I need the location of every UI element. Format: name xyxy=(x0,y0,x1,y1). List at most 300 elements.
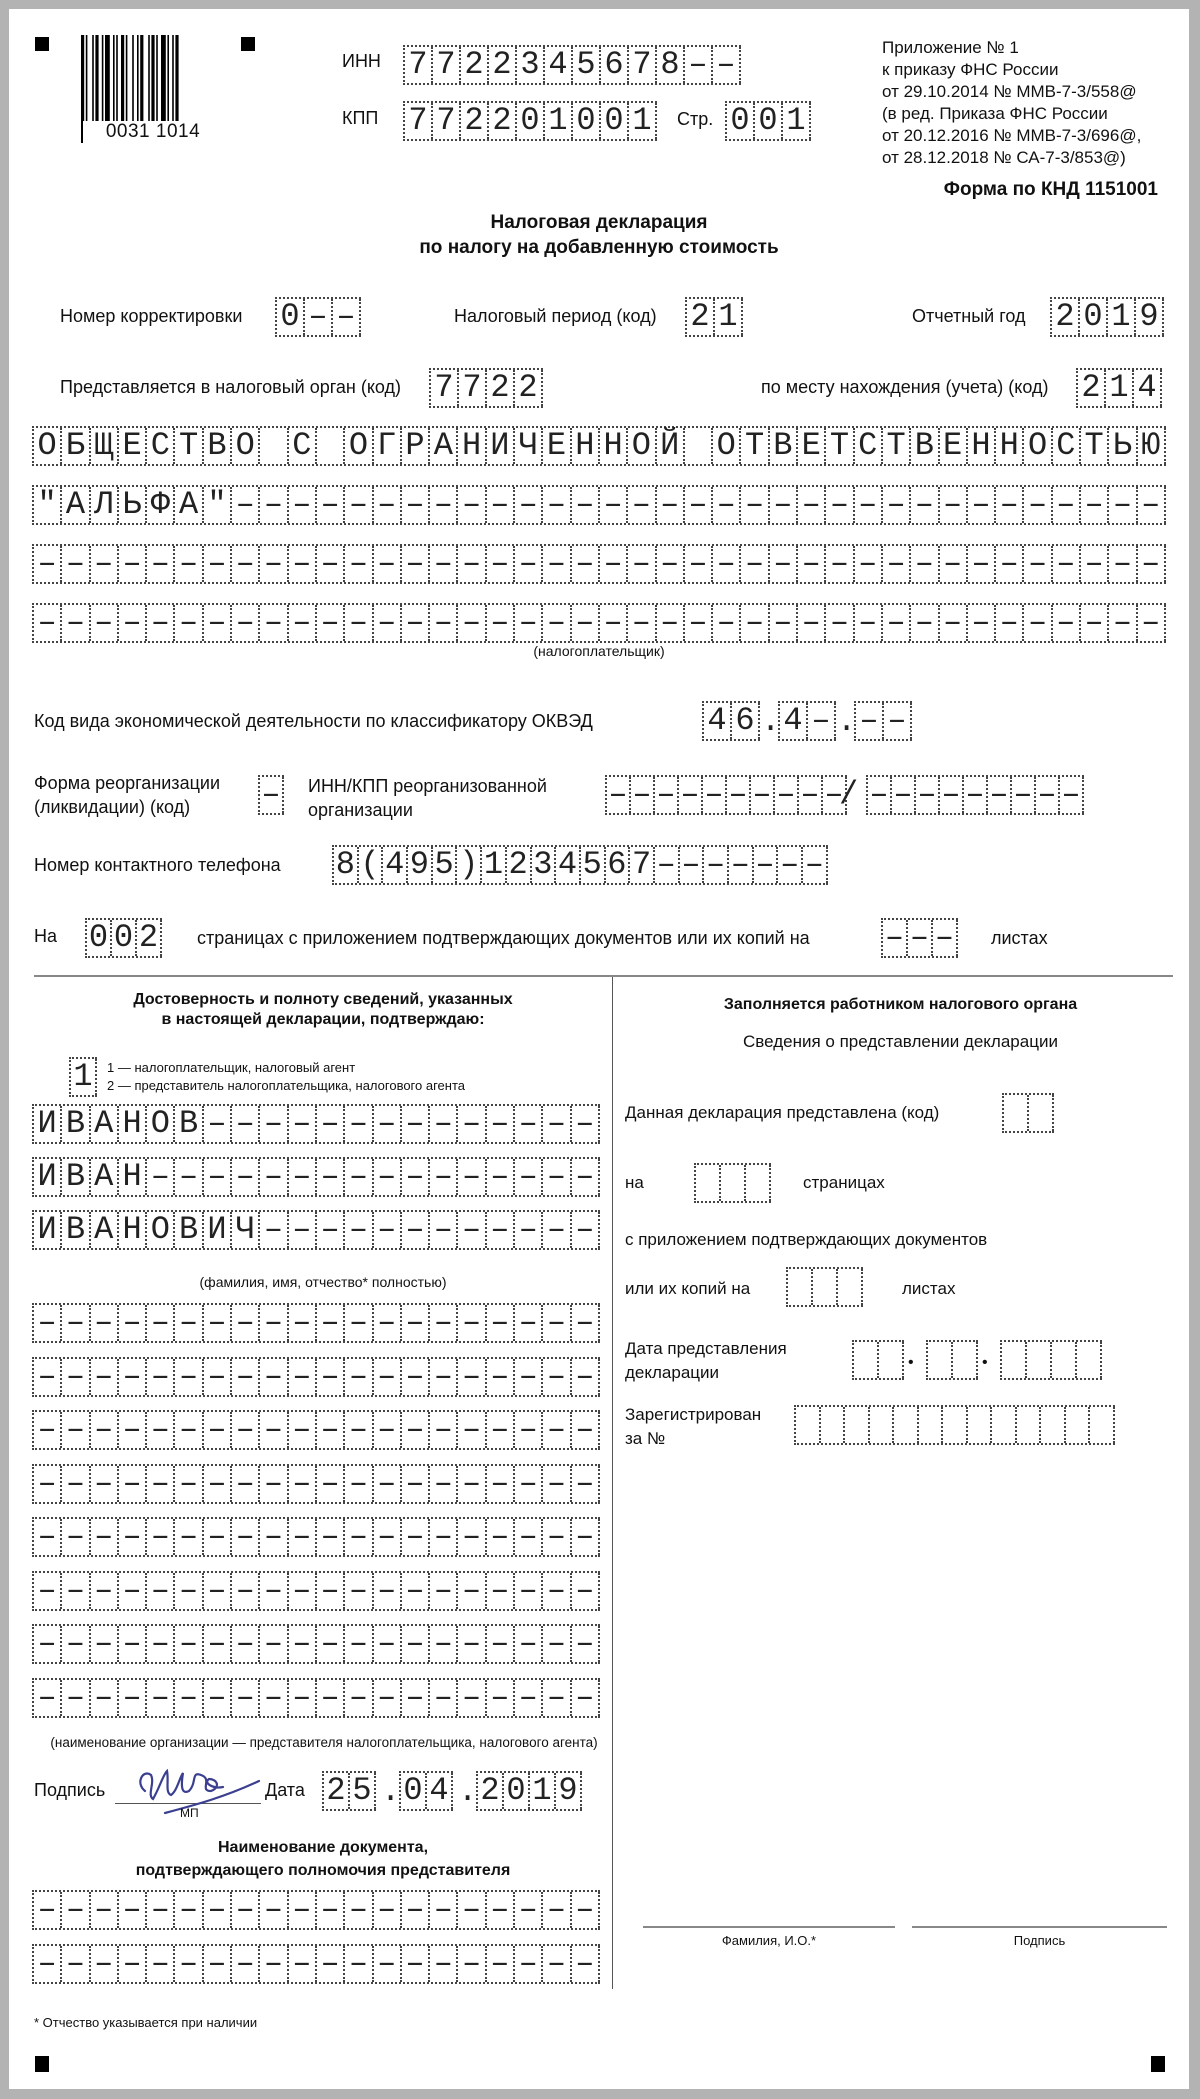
char-cell[interactable]: – xyxy=(147,1946,175,1982)
char-cell[interactable]: 8 xyxy=(334,847,359,883)
submitted-code-field[interactable] xyxy=(1002,1093,1054,1133)
char-cell[interactable]: – xyxy=(799,777,823,813)
representative-org-row[interactable] xyxy=(32,1678,600,1718)
char-cell[interactable]: – xyxy=(204,1626,232,1662)
char-cell[interactable]: В xyxy=(911,428,939,464)
office-pages-field[interactable] xyxy=(694,1163,771,1203)
char-cell[interactable]: – xyxy=(260,546,288,582)
char-cell[interactable]: – xyxy=(232,1519,260,1555)
char-cell[interactable]: – xyxy=(317,1573,345,1609)
char-cell[interactable]: – xyxy=(34,1626,62,1662)
char-cell[interactable]: – xyxy=(741,487,769,523)
char-cell[interactable]: 0 xyxy=(601,103,629,139)
char-cell[interactable]: – xyxy=(289,1159,317,1195)
char-cell[interactable]: – xyxy=(1081,546,1109,582)
char-cell[interactable]: – xyxy=(260,777,284,813)
char-cell[interactable]: – xyxy=(175,1946,203,1982)
char-cell[interactable]: – xyxy=(402,1359,430,1395)
char-cell[interactable]: – xyxy=(826,605,854,641)
char-cell[interactable]: – xyxy=(204,1106,232,1142)
char-cell[interactable]: – xyxy=(345,1892,373,1928)
char-cell[interactable]: Е xyxy=(119,428,147,464)
char-cell[interactable]: – xyxy=(1053,605,1081,641)
char-cell[interactable]: – xyxy=(1024,546,1052,582)
char-cell[interactable]: – xyxy=(317,1946,345,1982)
char-cell[interactable]: О xyxy=(345,428,373,464)
char-cell[interactable]: 7 xyxy=(405,47,433,83)
char-cell[interactable]: Щ xyxy=(91,428,119,464)
char-cell[interactable]: – xyxy=(204,1359,232,1395)
char-cell[interactable]: – xyxy=(345,1946,373,1982)
char-cell[interactable]: – xyxy=(119,1466,147,1502)
char-cell[interactable]: – xyxy=(572,605,600,641)
char-cell[interactable] xyxy=(1090,1407,1115,1443)
char-cell[interactable]: – xyxy=(1036,777,1060,813)
char-cell[interactable]: – xyxy=(458,1305,486,1341)
char-cell[interactable] xyxy=(796,1407,821,1443)
char-cell[interactable]: – xyxy=(430,1466,458,1502)
char-cell[interactable]: – xyxy=(204,1159,232,1195)
char-cell[interactable]: – xyxy=(402,1305,430,1341)
char-cell[interactable]: В xyxy=(770,428,798,464)
char-cell[interactable]: – xyxy=(374,605,402,641)
char-cell[interactable]: Е xyxy=(798,428,826,464)
char-cell[interactable]: Н xyxy=(119,1212,147,1248)
char-cell[interactable]: – xyxy=(515,1626,543,1662)
char-cell[interactable] xyxy=(821,1407,846,1443)
char-cell[interactable]: – xyxy=(458,1626,486,1662)
char-cell[interactable]: – xyxy=(430,1106,458,1142)
char-cell[interactable]: – xyxy=(260,605,288,641)
char-cell[interactable]: – xyxy=(856,703,884,739)
char-cell[interactable]: – xyxy=(572,1466,600,1502)
char-cell[interactable]: – xyxy=(402,1159,430,1195)
char-cell[interactable]: – xyxy=(62,546,90,582)
reorg-inn-field[interactable] xyxy=(605,775,847,815)
char-cell[interactable]: – xyxy=(855,605,883,641)
char-cell[interactable]: – xyxy=(543,1946,571,1982)
char-cell[interactable]: – xyxy=(1109,605,1137,641)
char-cell[interactable] xyxy=(992,1407,1017,1443)
char-cell[interactable]: А xyxy=(91,1106,119,1142)
char-cell[interactable]: – xyxy=(374,1106,402,1142)
char-cell[interactable]: – xyxy=(374,1212,402,1248)
kpp-field[interactable] xyxy=(403,101,657,141)
char-cell[interactable] xyxy=(1077,1342,1102,1378)
char-cell[interactable]: – xyxy=(204,1892,232,1928)
char-cell[interactable]: – xyxy=(317,487,345,523)
char-cell[interactable]: – xyxy=(798,546,826,582)
char-cell[interactable]: А xyxy=(430,428,458,464)
char-cell[interactable]: – xyxy=(751,777,775,813)
char-cell[interactable]: – xyxy=(374,1412,402,1448)
attachment-sheets-field[interactable] xyxy=(881,918,958,958)
char-cell[interactable]: 7 xyxy=(405,103,433,139)
char-cell[interactable]: – xyxy=(775,777,799,813)
office-sheets-field[interactable] xyxy=(786,1267,863,1307)
char-cell[interactable]: 4 xyxy=(704,703,732,739)
char-cell[interactable]: – xyxy=(345,1212,373,1248)
char-cell[interactable]: – xyxy=(940,487,968,523)
char-cell[interactable]: – xyxy=(430,1159,458,1195)
char-cell[interactable]: – xyxy=(345,1466,373,1502)
char-cell[interactable]: – xyxy=(147,546,175,582)
char-cell[interactable]: – xyxy=(289,1466,317,1502)
char-cell[interactable]: – xyxy=(883,546,911,582)
okved-group-2[interactable] xyxy=(778,701,836,741)
char-cell[interactable]: – xyxy=(543,546,571,582)
char-cell[interactable]: – xyxy=(855,546,883,582)
char-cell[interactable]: – xyxy=(317,1305,345,1341)
char-cell[interactable]: – xyxy=(458,1212,486,1248)
char-cell[interactable]: – xyxy=(175,546,203,582)
char-cell[interactable]: А xyxy=(91,1212,119,1248)
char-cell[interactable]: 7 xyxy=(629,47,657,83)
registration-number-field[interactable] xyxy=(794,1405,1115,1445)
char-cell[interactable]: – xyxy=(232,1892,260,1928)
char-cell[interactable]: – xyxy=(147,1466,175,1502)
taxpayer-name-row[interactable] xyxy=(32,603,1166,643)
char-cell[interactable] xyxy=(721,1165,746,1201)
char-cell[interactable]: – xyxy=(317,1159,345,1195)
char-cell[interactable]: 4 xyxy=(427,1773,453,1809)
char-cell[interactable]: – xyxy=(572,1359,600,1395)
char-cell[interactable]: – xyxy=(62,1412,90,1448)
char-cell[interactable]: 2 xyxy=(507,847,532,883)
char-cell[interactable]: О xyxy=(147,1212,175,1248)
char-cell[interactable]: – xyxy=(515,1946,543,1982)
char-cell[interactable]: – xyxy=(458,1680,486,1716)
char-cell[interactable]: Т xyxy=(1081,428,1109,464)
char-cell[interactable]: В xyxy=(175,1106,203,1142)
char-cell[interactable]: 1 xyxy=(783,103,811,139)
char-cell[interactable]: – xyxy=(600,487,628,523)
char-cell[interactable] xyxy=(1002,1342,1027,1378)
char-cell[interactable]: – xyxy=(487,1466,515,1502)
char-cell[interactable]: – xyxy=(1012,777,1036,813)
char-cell[interactable]: – xyxy=(232,1626,260,1662)
char-cell[interactable]: – xyxy=(119,546,147,582)
char-cell[interactable]: – xyxy=(317,1412,345,1448)
char-cell[interactable]: – xyxy=(543,1212,571,1248)
char-cell[interactable]: – xyxy=(289,1680,317,1716)
inn-field[interactable] xyxy=(403,45,741,85)
char-cell[interactable]: – xyxy=(91,1680,119,1716)
char-cell[interactable]: Й xyxy=(657,428,685,464)
char-cell[interactable]: Ч xyxy=(232,1212,260,1248)
char-cell[interactable]: – xyxy=(34,1680,62,1716)
char-cell[interactable] xyxy=(1004,1095,1029,1131)
char-cell[interactable]: – xyxy=(119,1946,147,1982)
char-cell[interactable]: – xyxy=(119,1892,147,1928)
char-cell[interactable]: – xyxy=(543,605,571,641)
char-cell[interactable] xyxy=(968,1407,993,1443)
char-cell[interactable]: – xyxy=(374,1680,402,1716)
char-cell[interactable]: – xyxy=(458,1159,486,1195)
char-cell[interactable]: – xyxy=(713,487,741,523)
char-cell[interactable]: 7 xyxy=(459,370,487,406)
char-cell[interactable] xyxy=(1029,1095,1054,1131)
char-cell[interactable]: – xyxy=(933,920,958,956)
char-cell[interactable]: – xyxy=(260,1106,288,1142)
char-cell[interactable]: 4 xyxy=(1134,370,1162,406)
char-cell[interactable]: – xyxy=(91,1412,119,1448)
char-cell[interactable]: – xyxy=(204,1946,232,1982)
char-cell[interactable]: Л xyxy=(91,487,119,523)
char-cell[interactable]: 1 xyxy=(1108,299,1136,335)
char-cell[interactable]: – xyxy=(911,546,939,582)
char-cell[interactable]: – xyxy=(402,1626,430,1662)
location-code-field[interactable] xyxy=(1076,368,1162,408)
char-cell[interactable]: – xyxy=(289,605,317,641)
char-cell[interactable]: – xyxy=(232,487,260,523)
char-cell[interactable]: – xyxy=(62,1573,90,1609)
char-cell[interactable]: 0 xyxy=(504,1773,530,1809)
char-cell[interactable]: – xyxy=(458,1892,486,1928)
char-cell[interactable]: – xyxy=(260,1159,288,1195)
pages-count-field[interactable] xyxy=(85,918,162,958)
representative-org-row[interactable] xyxy=(32,1464,600,1504)
char-cell[interactable]: – xyxy=(543,1519,571,1555)
char-cell[interactable] xyxy=(317,428,345,464)
char-cell[interactable]: – xyxy=(34,546,62,582)
char-cell[interactable]: – xyxy=(374,487,402,523)
char-cell[interactable]: – xyxy=(572,1412,600,1448)
char-cell[interactable]: – xyxy=(374,1946,402,1982)
char-cell[interactable]: – xyxy=(1053,487,1081,523)
char-cell[interactable]: С xyxy=(855,428,883,464)
char-cell[interactable]: – xyxy=(515,1305,543,1341)
char-cell[interactable]: – xyxy=(91,546,119,582)
page-number-field[interactable] xyxy=(725,101,811,141)
char-cell[interactable] xyxy=(746,1165,771,1201)
char-cell[interactable]: – xyxy=(826,546,854,582)
char-cell[interactable] xyxy=(854,1342,879,1378)
char-cell[interactable]: Е xyxy=(543,428,571,464)
char-cell[interactable]: – xyxy=(34,1305,62,1341)
char-cell[interactable]: 9 xyxy=(556,1773,582,1809)
char-cell[interactable]: – xyxy=(430,1946,458,1982)
char-cell[interactable]: – xyxy=(430,1573,458,1609)
char-cell[interactable]: – xyxy=(345,605,373,641)
char-cell[interactable]: – xyxy=(232,1412,260,1448)
char-cell[interactable]: – xyxy=(458,1573,486,1609)
submission-date-year[interactable] xyxy=(1000,1340,1102,1380)
char-cell[interactable]: – xyxy=(289,1573,317,1609)
char-cell[interactable] xyxy=(943,1407,968,1443)
char-cell[interactable]: – xyxy=(770,605,798,641)
char-cell[interactable]: – xyxy=(175,1359,203,1395)
char-cell[interactable]: – xyxy=(458,1519,486,1555)
char-cell[interactable]: – xyxy=(968,605,996,641)
char-cell[interactable]: – xyxy=(34,1519,62,1555)
char-cell[interactable] xyxy=(1027,1342,1052,1378)
char-cell[interactable]: – xyxy=(289,1412,317,1448)
char-cell[interactable]: – xyxy=(34,1412,62,1448)
char-cell[interactable] xyxy=(1052,1342,1077,1378)
char-cell[interactable]: – xyxy=(374,1466,402,1502)
representative-org-row[interactable] xyxy=(32,1624,600,1664)
char-cell[interactable]: – xyxy=(798,487,826,523)
char-cell[interactable]: – xyxy=(855,487,883,523)
char-cell[interactable]: – xyxy=(34,605,62,641)
char-cell[interactable]: – xyxy=(119,1359,147,1395)
char-cell[interactable]: – xyxy=(996,605,1024,641)
char-cell[interactable]: – xyxy=(260,1626,288,1662)
char-cell[interactable]: – xyxy=(289,1106,317,1142)
char-cell[interactable]: – xyxy=(487,1159,515,1195)
char-cell[interactable]: – xyxy=(543,1359,571,1395)
char-cell[interactable]: – xyxy=(119,605,147,641)
char-cell[interactable]: – xyxy=(317,1212,345,1248)
char-cell[interactable]: – xyxy=(147,1519,175,1555)
char-cell[interactable]: В xyxy=(204,428,232,464)
char-cell[interactable]: – xyxy=(515,1519,543,1555)
signature-date-day[interactable] xyxy=(322,1771,376,1811)
correction-number-field[interactable] xyxy=(275,297,361,337)
char-cell[interactable]: 0 xyxy=(401,1773,427,1809)
char-cell[interactable]: – xyxy=(345,1519,373,1555)
char-cell[interactable]: – xyxy=(204,1412,232,1448)
char-cell[interactable]: – xyxy=(147,1412,175,1448)
char-cell[interactable]: А xyxy=(175,487,203,523)
char-cell[interactable]: – xyxy=(572,1892,600,1928)
char-cell[interactable]: – xyxy=(487,605,515,641)
char-cell[interactable]: 7 xyxy=(431,370,459,406)
char-cell[interactable]: – xyxy=(607,777,631,813)
char-cell[interactable]: – xyxy=(487,1305,515,1341)
char-cell[interactable]: – xyxy=(487,1946,515,1982)
char-cell[interactable]: 2 xyxy=(324,1773,350,1809)
char-cell[interactable]: – xyxy=(204,1680,232,1716)
char-cell[interactable]: – xyxy=(147,1159,175,1195)
char-cell[interactable]: 5 xyxy=(433,847,458,883)
char-cell[interactable]: – xyxy=(34,1946,62,1982)
char-cell[interactable]: – xyxy=(119,1519,147,1555)
char-cell[interactable]: – xyxy=(147,1573,175,1609)
char-cell[interactable]: – xyxy=(345,487,373,523)
char-cell[interactable]: – xyxy=(232,605,260,641)
char-cell[interactable]: – xyxy=(374,1519,402,1555)
char-cell[interactable]: – xyxy=(572,1573,600,1609)
char-cell[interactable]: – xyxy=(175,1519,203,1555)
char-cell[interactable] xyxy=(1017,1407,1042,1443)
char-cell[interactable]: – xyxy=(515,1466,543,1502)
char-cell[interactable]: – xyxy=(543,1466,571,1502)
char-cell[interactable]: – xyxy=(543,1412,571,1448)
char-cell[interactable]: – xyxy=(374,1573,402,1609)
char-cell[interactable]: – xyxy=(572,1680,600,1716)
char-cell[interactable]: И xyxy=(34,1159,62,1195)
char-cell[interactable]: – xyxy=(572,487,600,523)
char-cell[interactable]: – xyxy=(317,1359,345,1395)
char-cell[interactable]: 7 xyxy=(433,103,461,139)
char-cell[interactable]: – xyxy=(62,605,90,641)
char-cell[interactable]: – xyxy=(487,1212,515,1248)
char-cell[interactable]: – xyxy=(204,1466,232,1502)
char-cell[interactable] xyxy=(879,1342,904,1378)
char-cell[interactable]: – xyxy=(317,1106,345,1142)
okved-group-1[interactable] xyxy=(702,701,760,741)
char-cell[interactable] xyxy=(260,428,288,464)
char-cell[interactable]: – xyxy=(345,1573,373,1609)
char-cell[interactable]: – xyxy=(572,1305,600,1341)
char-cell[interactable]: – xyxy=(572,1212,600,1248)
char-cell[interactable]: – xyxy=(175,1626,203,1662)
taxpayer-name-row[interactable] xyxy=(32,426,1166,466)
char-cell[interactable]: – xyxy=(317,1626,345,1662)
char-cell[interactable]: – xyxy=(402,1519,430,1555)
char-cell[interactable]: – xyxy=(147,1892,175,1928)
taxpayer-name-row[interactable] xyxy=(32,485,1166,525)
char-cell[interactable]: – xyxy=(91,1946,119,1982)
char-cell[interactable]: 1 xyxy=(482,847,507,883)
char-cell[interactable]: – xyxy=(1081,487,1109,523)
char-cell[interactable]: – xyxy=(260,1466,288,1502)
char-cell[interactable]: – xyxy=(204,1305,232,1341)
char-cell[interactable]: – xyxy=(260,1412,288,1448)
char-cell[interactable]: – xyxy=(345,546,373,582)
char-cell[interactable]: " xyxy=(204,487,232,523)
char-cell[interactable]: Ь xyxy=(1109,428,1137,464)
signer-type-field[interactable] xyxy=(69,1057,97,1097)
char-cell[interactable]: Н xyxy=(119,1106,147,1142)
char-cell[interactable]: – xyxy=(458,487,486,523)
char-cell[interactable]: – xyxy=(685,605,713,641)
char-cell[interactable]: И xyxy=(204,1212,232,1248)
char-cell[interactable]: – xyxy=(940,546,968,582)
char-cell[interactable]: – xyxy=(798,605,826,641)
char-cell[interactable]: – xyxy=(883,605,911,641)
char-cell[interactable]: – xyxy=(572,1106,600,1142)
char-cell[interactable]: – xyxy=(515,1892,543,1928)
char-cell[interactable]: 0 xyxy=(1080,299,1108,335)
char-cell[interactable]: – xyxy=(260,1946,288,1982)
char-cell[interactable]: – xyxy=(713,546,741,582)
char-cell[interactable]: 0 xyxy=(112,920,137,956)
char-cell[interactable]: – xyxy=(204,546,232,582)
char-cell[interactable] xyxy=(919,1407,944,1443)
char-cell[interactable]: – xyxy=(703,777,727,813)
char-cell[interactable]: Н xyxy=(968,428,996,464)
char-cell[interactable]: – xyxy=(1138,487,1166,523)
char-cell[interactable]: О xyxy=(713,428,741,464)
char-cell[interactable]: – xyxy=(345,1305,373,1341)
char-cell[interactable]: – xyxy=(458,1412,486,1448)
char-cell[interactable]: – xyxy=(91,1466,119,1502)
char-cell[interactable]: " xyxy=(34,487,62,523)
char-cell[interactable]: – xyxy=(345,1159,373,1195)
char-cell[interactable]: Н xyxy=(119,1159,147,1195)
char-cell[interactable]: 4 xyxy=(383,847,408,883)
char-cell[interactable]: – xyxy=(260,1305,288,1341)
char-cell[interactable]: – xyxy=(543,1680,571,1716)
char-cell[interactable]: – xyxy=(1138,546,1166,582)
char-cell[interactable]: И xyxy=(34,1106,62,1142)
char-cell[interactable]: – xyxy=(679,777,703,813)
char-cell[interactable]: – xyxy=(204,605,232,641)
char-cell[interactable]: О xyxy=(232,428,260,464)
char-cell[interactable]: – xyxy=(430,1519,458,1555)
char-cell[interactable]: – xyxy=(685,47,713,83)
char-cell[interactable]: Г xyxy=(374,428,402,464)
signer-name-row[interactable] xyxy=(32,1157,600,1197)
char-cell[interactable]: – xyxy=(317,546,345,582)
char-cell[interactable]: – xyxy=(487,487,515,523)
char-cell[interactable]: – xyxy=(458,546,486,582)
char-cell[interactable]: – xyxy=(657,487,685,523)
char-cell[interactable]: – xyxy=(260,487,288,523)
